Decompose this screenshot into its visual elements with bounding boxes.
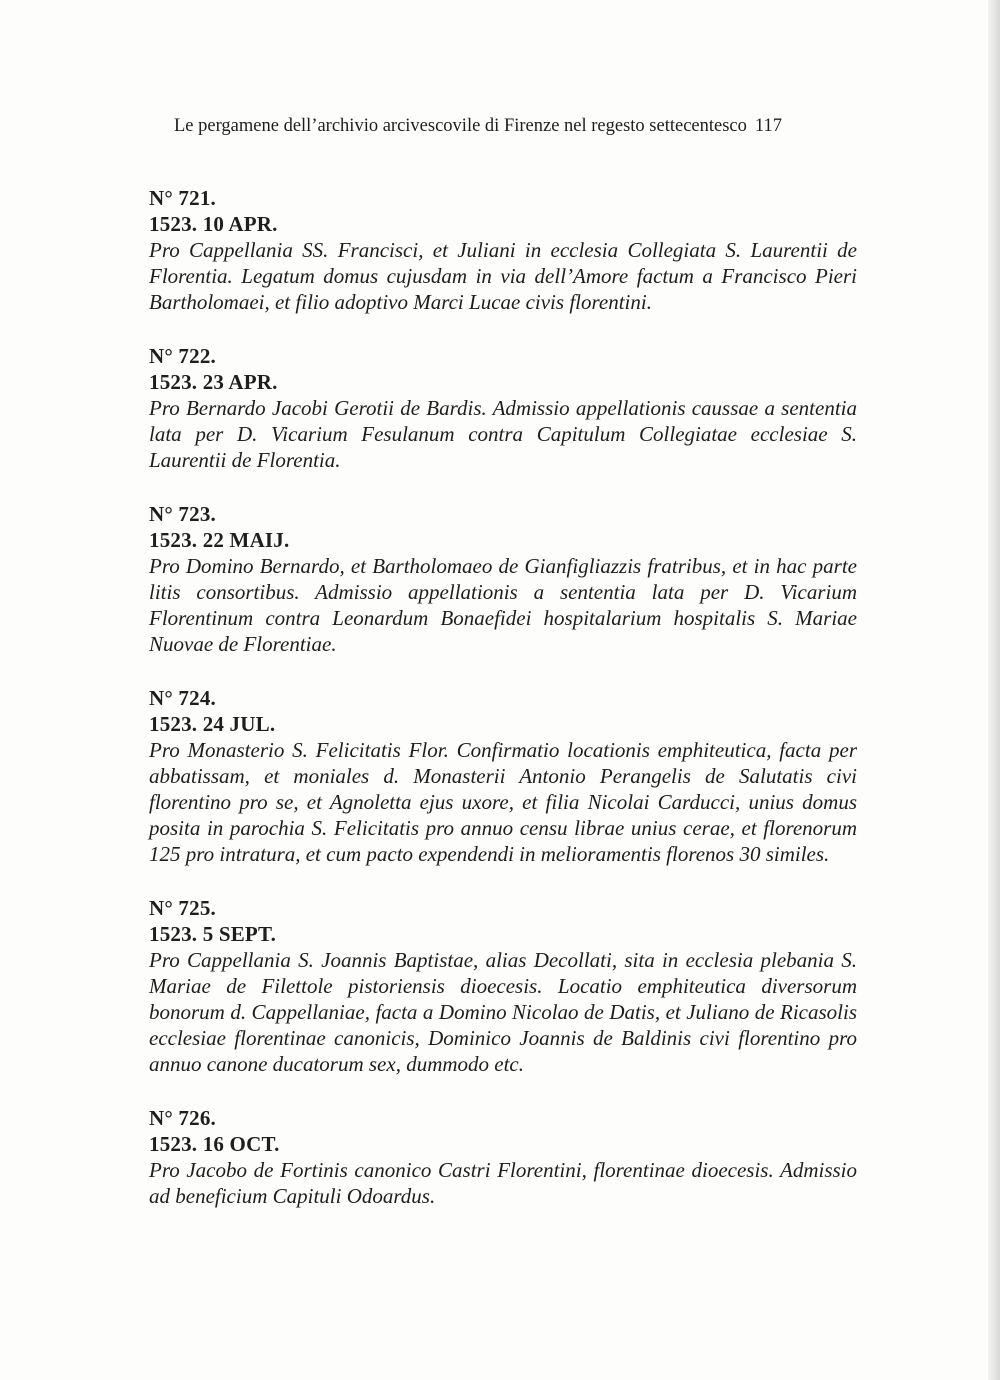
entry-number: N° 724. xyxy=(149,686,216,710)
entry-text: Pro Cappellania S. Joannis Baptistae, alias Decollati, sita in ecclesia plebania S. Mariae de Filettole pistoriensis dioecesis. Locatio emphiteutica diversorum bonorum d. Cappellaniae, facta a Domino Nicolao de Datis, et Juliano de Ricasolis ecclesiae florentinae canonicis, Dominico Joannis de Baldinis civi florentino pro annuo canone ducatorum sex, dummodo etc. xyxy=(149,948,857,1076)
regesto-entries xyxy=(149,185,857,1237)
entry xyxy=(149,343,857,473)
entry-date: 1523. 10 APR. xyxy=(149,212,278,236)
entry xyxy=(149,895,857,1077)
entry xyxy=(149,1105,857,1209)
entry-date: 1523. 23 APR. xyxy=(149,370,278,394)
entry-number: N° 721. xyxy=(149,186,216,210)
entry-text: Pro Cappellania SS. Francisci, et Juliani in ecclesia Collegiata S. Laurentii de Florentia. Legatum domus cujusdam in via dell’Amore factum a Francisco Pieri Bartholomaei, et filio adoptivo Marci Lucae civis florentini. xyxy=(149,238,857,314)
entry-number: N° 723. xyxy=(149,502,216,526)
entry-date: 1523. 5 SEPT. xyxy=(149,922,277,946)
running-header xyxy=(174,114,856,138)
entry xyxy=(149,185,857,315)
entry-date: 1523. 24 JUL. xyxy=(149,712,276,736)
entry-date: 1523. 22 MAIJ. xyxy=(149,528,290,552)
entry-text: Pro Monasterio S. Felicitatis Flor. Confirmatio locationis emphiteutica, facta per abbatissam, et moniales d. Monasterii Antonio Perangelis de Salutatis civi florentino pro se, et Agnoletta ejus uxore, et filia Nicolai Carducci, unius domus posita in parochia S. Felicitatis pro annuo censu librae unius cerae, et florenorum 125 pro intratura, et cum pacto expendendi in melioramentis florenos 30 similes. xyxy=(149,738,857,866)
entry-number: N° 726. xyxy=(149,1106,216,1130)
entry-text: Pro Jacobo de Fortinis canonico Castri Florentini, florentinae dioecesis. Admissio ad beneficium Capituli Odoardus. xyxy=(149,1158,857,1208)
page-edge-shadow xyxy=(988,0,1000,1380)
entry-text: Pro Domino Bernardo, et Bartholomaeo de Gianfigliazzis fratribus, et in hac parte litis consortibus. Admissio appellationis a sententia lata per D. Vicarium Florentinum contra Leonardum Bonaefidei hospitalarium hospitalis S. Mariae Nuovae de Florentiae. xyxy=(149,554,857,656)
running-title: Le pergamene dell’archivio arcivescovile di Firenze nel regesto settecentesco xyxy=(174,116,747,136)
entry xyxy=(149,501,857,657)
entry xyxy=(149,685,857,867)
page-number: 117 xyxy=(754,116,782,136)
entry-text: Pro Bernardo Jacobi Gerotii de Bardis. Admissio appellationis caussae a sententia lata per D. Vicarium Fesulanum contra Capitulum Collegiatae ecclesiae S. Laurentii de Florentia. xyxy=(149,396,857,472)
entry-number: N° 722. xyxy=(149,344,216,368)
entry-date: 1523. 16 OCT. xyxy=(149,1132,280,1156)
entry-number: N° 725. xyxy=(149,896,216,920)
